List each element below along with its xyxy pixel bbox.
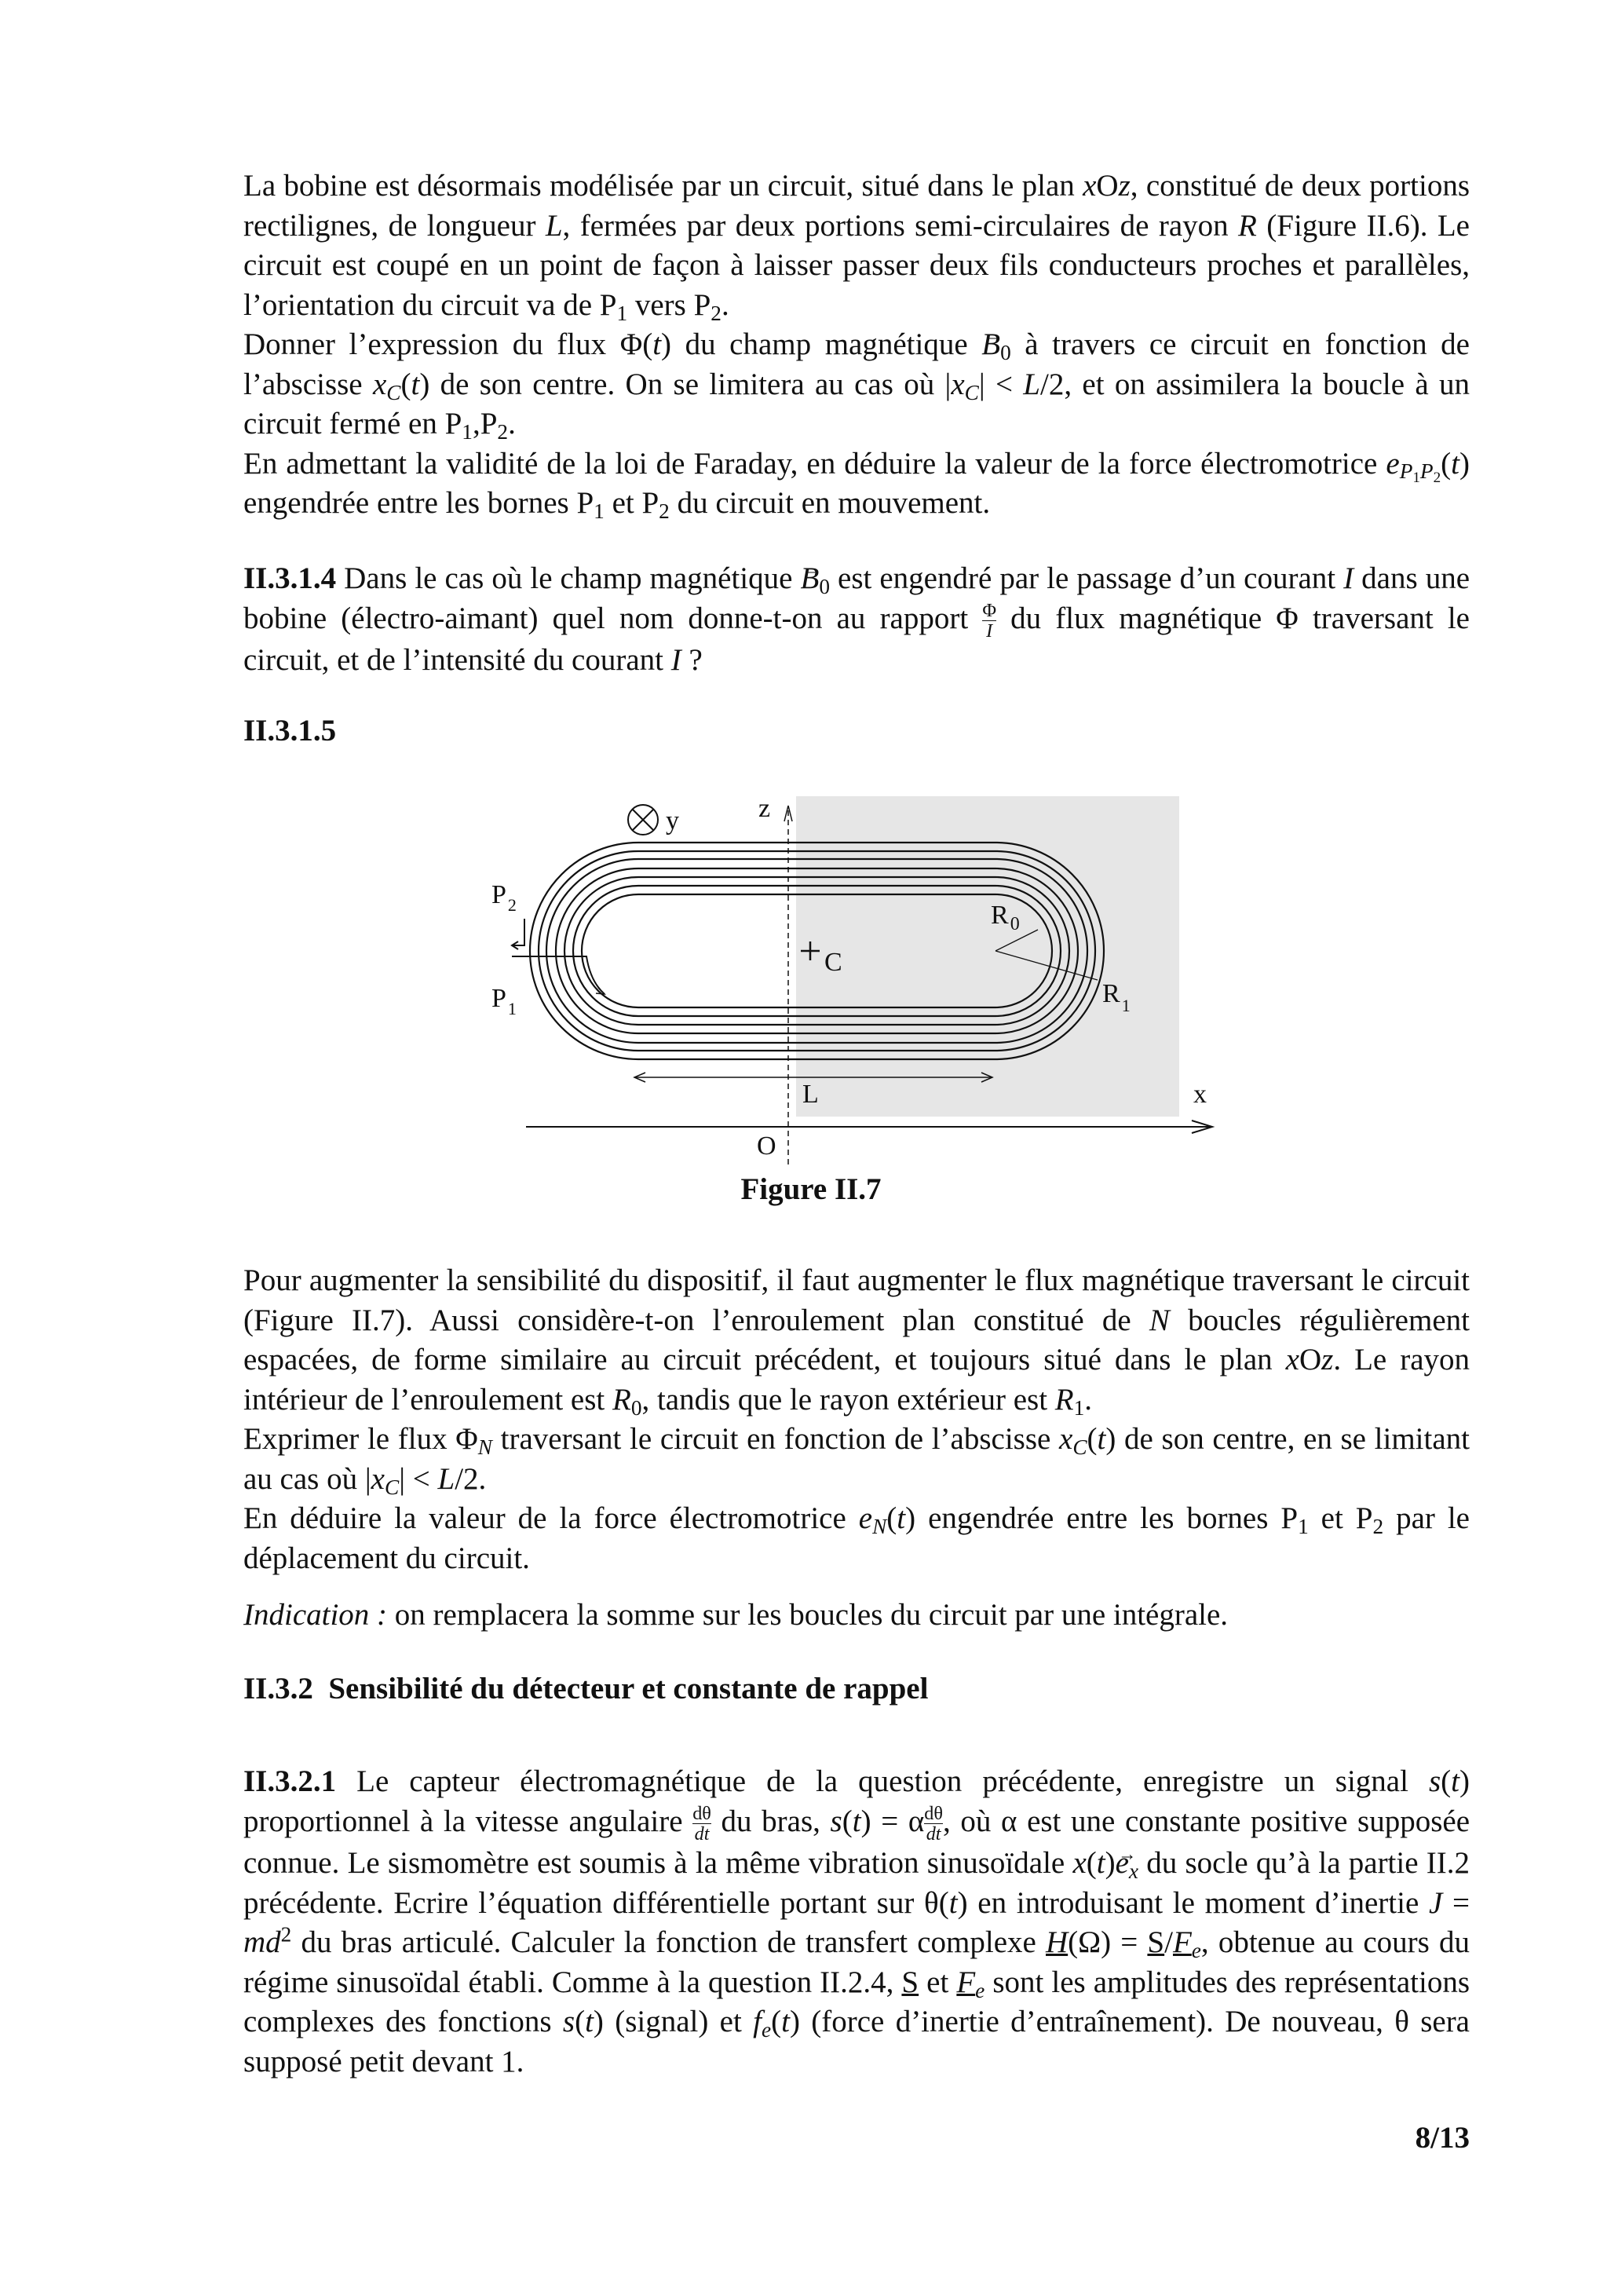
page-number: 8/13 — [1415, 2121, 1470, 2155]
shaded-region — [796, 796, 1179, 1117]
y-axis-into-page-icon — [628, 805, 658, 835]
paragraph-winding: Pour augmenter la sensibilité du dispositif, il faut augmenter le flux magnétique traversant le circuit (Figure II.7). Aussi considère-t-on l’enroulement plan constitué de N boucles régulièrement espacées, de forme similaire au circuit précédent, et toujours situé dans le plan xOz. Le rayon intérieur de l’enroulement est $R_0$, tandis que le rayon extérieur est $R_1$. Exprimer le flux $\Phi_N$ traversant le circuit en fonction de l’abscisse $x_C(t)$ de son centre, en se limitant au cas où $|x_C| < L/2$. En déduire la valeur de la force électromotrice $e_N(t)$ engendrée entre les bornes $P_1$ et $P_2$ par le déplacement du circuit. — [243, 1263, 1470, 1575]
label-origin: O — [757, 1132, 776, 1161]
label-z: z — [758, 794, 771, 823]
paragraph-flux-question: Donner l’expression du flux Φ(t) du champ magnétique → $B_0$ à travers ce circuit en fonction de l’abscisse $x_C(t)$ de son centre. On se limitera au cas où $|x_C| < L/2$, et on assimilera la boucle à un circuit fermé en $P_1,P_2$. — [243, 325, 1470, 444]
question-II-3-2-1: II.3.2.1 Le capteur électromagnétique de la question précédente, enregistre un signal s(t) proportionnel à la vitesse angulaire $\frac{d\theta}{dt}$ du bras, s(t) = α $\frac{d\theta}{dt}$ , où α est une constante positive supposée connue. Le sismomètre est soumis à la même vibration sinusoïdale $x(t)\to e_x$ du socle qu’à la partie II.2 précédente. Ecrire l’équation différentielle portant sur θ(t) en introduisant le moment d’inertie $J = md^2$ du bras articulé. Calculer la fonction de transfert complexe $H(\Omega) = S/F_e$, obtenue au cours du régime sinusoïdal établi. Comme à la question II.2.4, S et $F_e$ sont les amplitudes des représentations complexes des fonctions s(t) (signal) et $f_e(t)$ (force d’inertie d’entraînement). De nouveau, θ sera supposé petit devant 1. — [243, 1762, 1470, 2082]
section-heading: II.3.2 Sensibilité du détecteur et constante de rappel — [243, 1672, 929, 1706]
indication: Indication : on remplacera la somme sur les boucles du circuit par une intégrale. — [243, 1598, 1229, 1632]
lead-wire-p2 — [512, 919, 524, 949]
paragraph-emf-question: En admettant la validité de la loi de Faraday, en déduire la valeur de la force électromotrice $e_{P_1P_2}(t)$ engendrée entre les bornes $P_1$ et $P_2$ du circuit en mouvement. — [243, 446, 1470, 523]
label-x: x — [1193, 1080, 1207, 1109]
question-II-3-1-4: II.3.1.4 Dans le cas où le champ magnétique → $B_0$ est engendré par le passage d’un courant I dans une bobine (électro-aimant) quel nom donne-t-on au rapport $\frac{\Phi}{I}$ du flux magnétique Φ traversant le circuit, et de l’intensité du courant I ? — [243, 559, 1470, 681]
figure-caption: Figure II.7 — [740, 1172, 882, 1206]
label-P2: $P_2$ — [491, 880, 517, 915]
label-y: y — [666, 806, 679, 835]
question-II-3-1-5: II.3.1.5 — [243, 714, 337, 748]
label-P1: $P_1$ — [491, 984, 517, 1018]
label-L: L — [802, 1080, 819, 1109]
label-R1: $R_1$ — [1102, 979, 1131, 1015]
lead-wire-p1 — [512, 956, 605, 994]
paragraph-circuit-model: La bobine est désormais modélisée par un circuit, situé dans le plan xOz, constitué de deux portions rectilignes, de longueur L, fermées par deux portions semi-circulaires de rayon R (Figure II.6). Le circuit est coupé en un point de façon à laisser passer deux fils conducteurs proches et parallèles, l’orientation du circuit va de $P_1$ vers $P_2$. Donner l’expression du flux Φ(t) du champ magnétique → $B_0$ à travers ce circuit en fonction de l’abscisse $x_C(t)$ de son centre. On se limitera au cas où $|x_C| < L/2$, et on assimilera la boucle à un circuit fermé en $P_1,P_2$. En admettant la validité de la loi de Faraday, en déduire la valeur de la force électromotrice $e_{P_1P_2}(t)$ engendrée entre les bornes $P_1$ et $P_2$ du circuit en mouvement. — [243, 166, 1470, 524]
label-R0: $R_0$ — [991, 901, 1020, 934]
label-C: C — [824, 948, 842, 977]
